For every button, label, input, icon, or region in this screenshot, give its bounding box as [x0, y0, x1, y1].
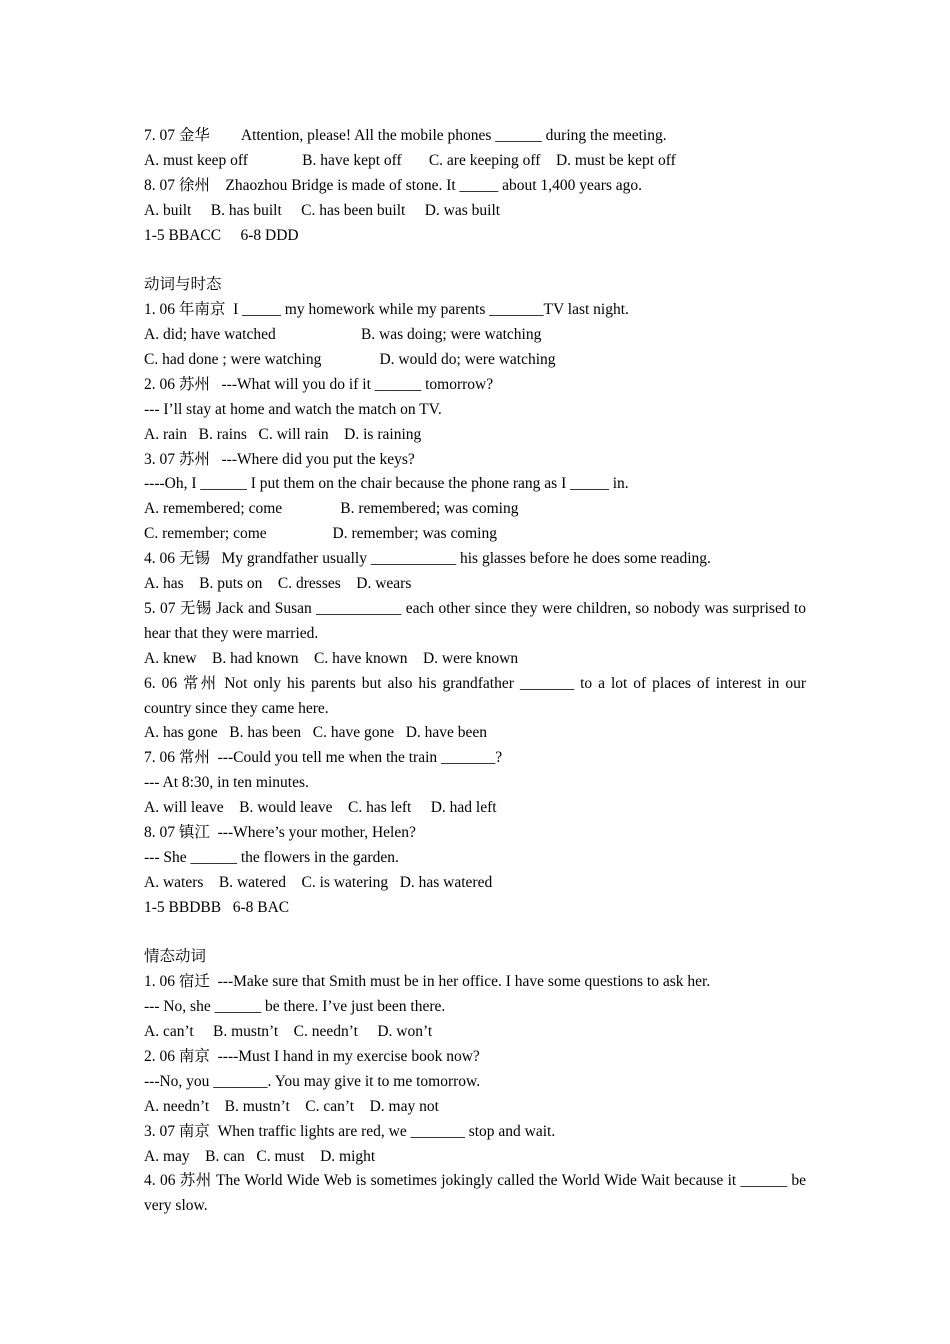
document-page — [144, 124, 806, 1219]
text-line: ----Oh, I ______ I put them on the chair because the phone rang as I _____ in. — [144, 475, 629, 493]
text-line: C. had done ; were watching D. would do; were watching — [144, 351, 556, 369]
text-line: A. built B. has built C. has been built D. was built — [144, 201, 501, 219]
text-line: 2. 06 南京 ----Must I hand in my exercise book now? — [144, 1048, 480, 1066]
text-paragraph: 5. 07 无锡 Jack and Susan ___________ each other since they were children, so nobody was surprised to hear that they were married. — [144, 599, 806, 642]
text-line: A. will leave B. would leave C. has left D. had left — [144, 799, 497, 817]
text-line: 8. 07 镇江 ---Where’s your mother, Helen? — [144, 824, 416, 841]
text-line: 4. 06 无锡 My grandfather usually ___________ his glasses before he does some reading. — [144, 550, 711, 568]
text-line: A. has gone B. has been C. have gone D. have been — [144, 724, 488, 742]
text-line: --- She ______ the flowers in the garden. — [144, 848, 399, 866]
text-line: --- I’ll stay at home and watch the match on TV. — [144, 400, 442, 418]
text-line: 7. 06 常州 ---Could you tell me when the train _______? — [144, 749, 503, 767]
text-line: 1. 06 宿迁 ---Make sure that Smith must be in her office. I have some questions to ask her. — [144, 973, 711, 991]
text-line: A. can’t B. mustn’t C. needn’t D. won’t — [144, 1023, 433, 1041]
text-line: 1. 06 年南京 I _____ my homework while my parents _______TV last night. — [144, 301, 629, 319]
text-paragraph: 6. 06 常州 Not only his parents but also his grandfather _______ to a lot of places of interest in our country since they came here. — [144, 674, 806, 717]
text-line: A. needn’t B. mustn’t C. can’t D. may not — [144, 1097, 439, 1115]
text-line: A. knew B. had known C. have known D. were known — [144, 649, 519, 667]
text-line: A. rain B. rains C. will rain D. is raining — [144, 425, 422, 443]
section-heading: 情态动词 — [144, 948, 207, 966]
text-line: 3. 07 苏州 ---Where did you put the keys? — [144, 450, 415, 468]
answer-key: 1-5 BBDBB 6-8 BAC — [144, 898, 290, 916]
text-line: A. may B. can C. must D. might — [144, 1147, 376, 1165]
text-line: A. must keep off B. have kept off C. are keeping off D. must be kept off — [144, 151, 676, 169]
section-heading: 动词与时态 — [144, 276, 222, 294]
text-line: A. remembered; come B. remembered; was coming — [144, 500, 519, 518]
blank-line — [144, 248, 806, 273]
text-line: A. waters B. watered C. is watering D. has watered — [144, 873, 493, 891]
text-line: 2. 06 苏州 ---What will you do if it ______ tomorrow? — [144, 375, 494, 393]
text-line: ---No, you _______. You may give it to me tomorrow. — [144, 1072, 481, 1090]
answer-key: 1-5 BBACC 6-8 DDD — [144, 226, 299, 244]
blank-line — [144, 921, 806, 946]
text-line: A. has B. puts on C. dresses D. wears — [144, 575, 412, 593]
text-line: --- No, she ______ be there. I’ve just been there. — [144, 998, 446, 1016]
text-paragraph: 4. 06 苏州 The World Wide Web is sometimes jokingly called the World Wide Wait because it ______ be very slow. — [144, 1172, 806, 1215]
text-line: --- At 8:30, in ten minutes. — [144, 774, 309, 792]
text-line: A. did; have watched B. was doing; were watching — [144, 326, 542, 344]
text-line: 3. 07 南京 When traffic lights are red, we _______ stop and wait. — [144, 1122, 556, 1140]
text-line: 8. 07 徐州 Zhaozhou Bridge is made of stone. It _____ about 1,400 years ago. — [144, 176, 643, 194]
text-line: C. remember; come D. remember; was coming — [144, 525, 497, 543]
text-line: 7. 07 金华 Attention, please! All the mobile phones ______ during the meeting. — [144, 127, 667, 144]
